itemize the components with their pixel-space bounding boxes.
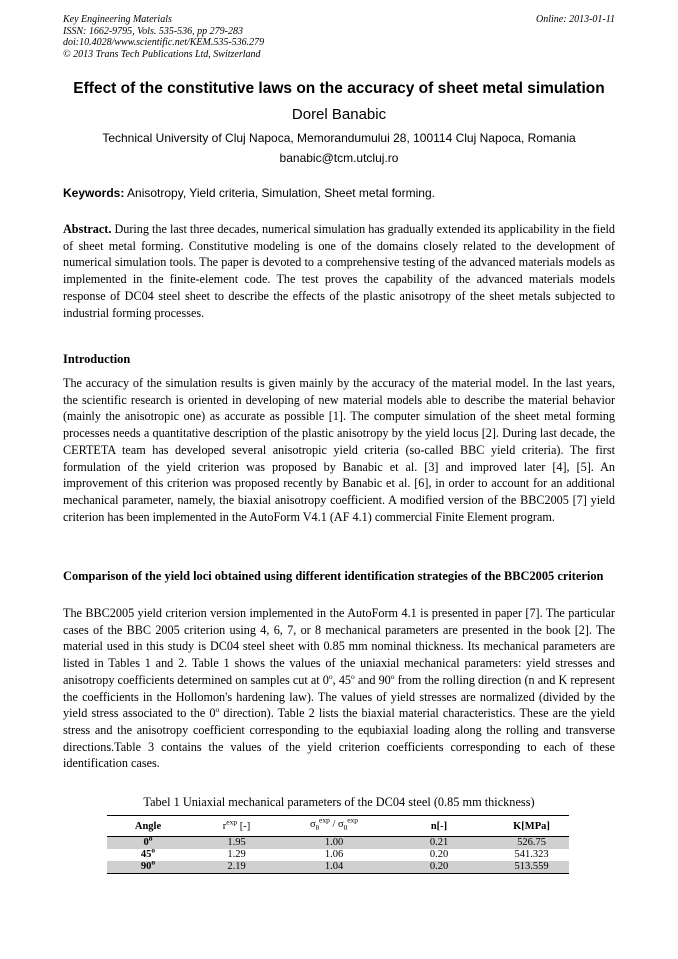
cell-n: 0.20 bbox=[429, 849, 449, 860]
cell-k: 526.75 bbox=[494, 837, 569, 850]
uniaxial-parameters-table bbox=[107, 815, 569, 874]
header-r: $r^{exp}$ [-] bbox=[189, 816, 284, 837]
author-email[interactable]: banabic@tcm.utcluj.ro bbox=[279, 151, 399, 165]
cell-r: 2.19 bbox=[189, 861, 284, 874]
doi-line: doi:10.4028/www.scientific.net/KEM.535-536.279 bbox=[63, 37, 265, 48]
section-heading-introduction: Introduction bbox=[63, 352, 131, 366]
cell-angle: 0$^o$ bbox=[107, 837, 189, 850]
table-row bbox=[107, 861, 569, 874]
header-n: n[-] bbox=[384, 816, 494, 837]
issn-line: ISSN: 1662-9795, Vols. 535-536, pp 279-283 bbox=[63, 25, 243, 37]
section-heading-comparison: Comparison of the yield loci obtained using different identification strategies of the BBC2005 criterion bbox=[63, 569, 604, 583]
header-k: K[MPa] bbox=[494, 816, 569, 837]
cell-r: 1.95 bbox=[189, 837, 284, 850]
comparison-paragraph: The BBC2005 yield criterion version implemented in the AutoForm 4.1 is presented in paper [7]. The particular cases of the BBC 2005 criterion using 4, 6, 7, or 8 mechanical parameters are presented in the book [2]. The material used in this study is DC04 steel sheet with 0.85 mm nominal thickness. Its mechanical parameters are listed in Tables 1 and 2. Table 1 shows the values of the uniaxial mechanical parameters: yield stresses and anisotropy coefficients determined on samples cut at 0$^o$, 45$^o$ and 90$^o$ from the rolling direction (n and K represent the coefficients in the Hollomon's hardening law). The values of yield stresses are normalized (divided by the yield stress associated to the 0$^o$ direction). Table 2 lists the biaxial material characteristics. These are the yield stress and the anisotropy coefficient corresponding to the equbiaxial loading along the rolling and transverse directions.Table 3 contains the values of the yield criterion coefficients corresponding to each of these identification cases. bbox=[63, 606, 616, 771]
abstract-text: During the last three decades, numerical simulation has gradually extended its applicability in the field of sheet metal forming. Constitutive modeling is one of the domains closely related to the development of numerical simulation tools. The paper is devoted to a comprehensive testing of the advanced materials models as implemented in the finite-element code. The test proves the capability of the advanced materials models response of DC04 steel sheet to describe the effects of the plastic anisotropy of the sheet metals subjected to industrial forming processes. bbox=[63, 222, 616, 320]
paper-title: Effect of the constitutive laws on the accuracy of sheet metal simulation bbox=[73, 80, 605, 97]
abstract bbox=[63, 221, 615, 321]
header-sigma: $\sigma_\theta^{exp} / \sigma_0^{exp}$ bbox=[284, 816, 384, 837]
online-date: Online: 2013-01-11 bbox=[536, 14, 615, 25]
cell-angle: 45$^o$ bbox=[140, 845, 156, 860]
table-caption: Tabel 1 Uniaxial mechanical parameters of the DC04 steel (0.85 mm thickness) bbox=[143, 795, 535, 809]
page-header bbox=[63, 14, 615, 60]
cell-sigma: 1.06 bbox=[324, 849, 344, 860]
table-header-row bbox=[107, 816, 569, 837]
table-row bbox=[107, 849, 569, 861]
introduction-paragraph: The accuracy of the simulation results is given mainly by the accuracy of the material model. In the last years, the scientific research is oriented in developing of new material models able to describe the material behavior (mainly the anisotropic one) as accurate as possible [1]. The computer simulation of the sheet metal forming processes needs a quantitative description of the plastic anisotropy by the yield locus [2]. During last decade, the CERTETA team has developed several anisotropic yield criteria (so-called BBC yield criteria). The first formulation of the yield criterion was proposed by Banabic et al. [3] and improved later [4], [5]. An improvement of this criterion was proposed recently by Banabic et al. [6], in order to account for an additional mechanical parameter, namely, the biaxial anisotropy coefficient. A modified version of the BBC2005 [7] yield criterion has been implemented in the AutoForm V4.1 (AF 4.1) commercial Finite Element program. bbox=[63, 376, 615, 524]
abstract-label: Abstract. bbox=[63, 222, 112, 236]
copyright-line: © 2013 Trans Tech Publications Ltd, Switzerland bbox=[63, 48, 261, 60]
keywords-label: Keywords: bbox=[63, 186, 125, 200]
cell-sigma: 1.00 bbox=[284, 837, 384, 850]
table-row bbox=[107, 837, 569, 850]
keywords-text: Anisotropy, Yield criteria, Simulation, Sheet metal forming. bbox=[124, 186, 435, 200]
cell-k: 541.323 bbox=[514, 849, 549, 860]
cell-n: 0.20 bbox=[384, 861, 494, 874]
journal-name: Key Engineering Materials bbox=[63, 14, 172, 25]
affiliation: Technical University of Cluj Napoca, Memorandumului 28, 100114 Cluj Napoca, Romania bbox=[102, 131, 576, 145]
author-name: Dorel Banabic bbox=[291, 106, 387, 123]
header-angle: Angle bbox=[107, 816, 189, 837]
cell-angle: 90$^o$ bbox=[107, 861, 189, 874]
cell-k: 513.559 bbox=[494, 861, 569, 874]
cell-r: 1.29 bbox=[227, 849, 246, 860]
cell-sigma: 1.04 bbox=[284, 861, 384, 874]
keywords bbox=[63, 186, 615, 200]
cell-n: 0.21 bbox=[384, 837, 494, 850]
